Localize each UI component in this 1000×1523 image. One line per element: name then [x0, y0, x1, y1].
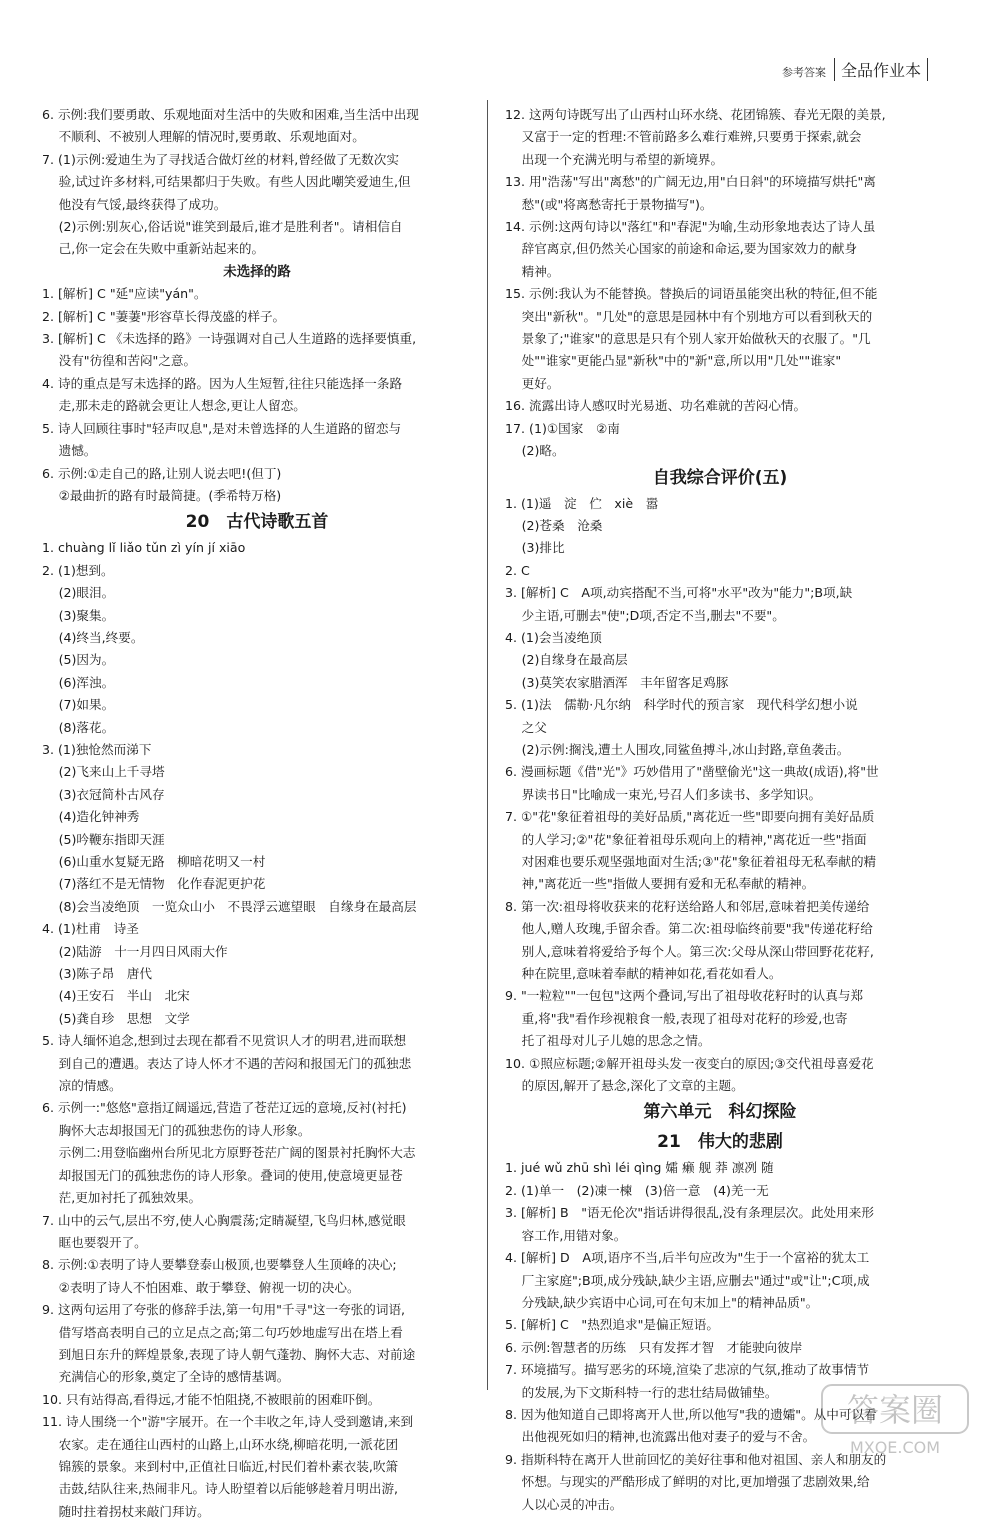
answer-line: 人以心灵的冲击。: [505, 1496, 623, 1512]
answer-line: 8. 第一次:祖母将收获来的花籽送给路人和邻居,意味着把美传递给: [505, 898, 870, 914]
answer-line: 5. 诗人回顾往事时"轻声叹息",是对未曾选择的人生道路的留恋与: [42, 420, 402, 436]
answer-line: 6. 示例一:"悠悠"意指辽阔遥远,营造了苍茫辽远的意境,反衬(衬托): [42, 1100, 407, 1116]
answer-line: (5)龚自珍 思想 文学: [42, 1010, 190, 1026]
answer-line: 1. [解析] C "延"应读"yán"。: [42, 286, 207, 302]
answer-line: 2. [解析] C "萋萋"形容草长得茂盛的样子。: [42, 308, 286, 324]
answer-line: 容工作,用错对象。: [505, 1227, 627, 1243]
answer-line: 之父: [505, 719, 547, 735]
answer-line: 充满信心的形象,奠定了全诗的感情基调。: [42, 1369, 290, 1385]
answer-line: 凉的情感。: [42, 1078, 122, 1094]
answer-line: (4)造化钟神秀: [42, 809, 140, 825]
answer-line: 托了祖母对儿子儿媳的思念之情。: [505, 1033, 711, 1049]
answer-line: 击鼓,结队往来,热闹非凡。诗人盼望着以后能够趁着月明出游,: [42, 1481, 399, 1497]
answer-line: (2)示例:别灰心,俗话说"谁笑到最后,谁才是胜利者"。请相信自: [42, 219, 403, 235]
answer-line: 1. (1)遥 淀 伫 xiè 嚣: [505, 495, 659, 511]
answer-line: 眶也要裂开了。: [42, 1234, 147, 1250]
answer-line: (2)眼泪。: [42, 585, 115, 601]
answer-line: 遗憾。: [42, 443, 97, 459]
answer-line: 的原因,解开了悬念,深化了文章的主题。: [505, 1078, 744, 1094]
answer-line: 验,试过许多材料,可结果都归于失败。有些人因此嘲笑爱迪生,但: [42, 174, 411, 190]
answer-line: 5. [解析] C "热烈追求"是偏正短语。: [505, 1317, 719, 1333]
answer-line: 3. (1)独怆然而涕下: [42, 741, 152, 757]
answer-line: 出现一个充满光明与希望的新境界。: [505, 151, 724, 167]
answer-line: 胸怀大志却报国无门的孤独悲伤的诗人形象。: [42, 1122, 311, 1138]
subsection-title: 未选择的路: [223, 263, 291, 280]
page-header: [782, 58, 928, 81]
right-column: [505, 104, 935, 1516]
answer-line: (4)王安石 半山 北宋: [42, 988, 190, 1004]
answer-line: 6. 示例:我们要勇敢、乐观地面对生活中的失败和困难,当生活中出现: [42, 107, 419, 122]
answer-line: 走,那未走的路就会更让人想念,更让人留恋。: [42, 398, 306, 414]
answer-line: 3. [解析] C A项,动宾搭配不当,可将"水平"改为"能力";B项,缺: [505, 585, 853, 601]
answer-line: 他人,赠人玫瑰,手留余香。第二次:祖母临终前要"我"传递花籽给: [505, 921, 873, 937]
column-divider: [487, 100, 488, 1390]
answer-line: 11. 诗人围绕一个"游"字展开。在一个丰收之年,诗人受到邀请,来到: [42, 1414, 414, 1430]
answer-line: (4)终当,终要。: [42, 629, 144, 645]
answer-line: (3)聚集。: [42, 607, 115, 623]
answer-line: 别人,意味着将爱给予每个人。第三次:父母从深山带回野花花籽,: [505, 943, 874, 959]
section-title: 21 伟大的悲剧: [657, 1132, 783, 1153]
answer-line: 示例二:用登临幽州台所见北方原野苍茫广阔的图景衬托胸怀大志: [42, 1145, 416, 1161]
answer-line: 种在院里,意味着奉献的精神如花,看花如看人。: [505, 966, 782, 982]
answer-line: (7)落红不是无情物 化作春泥更护花: [42, 876, 266, 892]
answer-line: (2)飞来山上千寻塔: [42, 764, 165, 780]
answer-line: 10. 只有站得高,看得远,才能不怕阻挠,不被眼前的困难吓倒。: [42, 1391, 381, 1407]
answer-line: 重,将"我"看作珍视粮食一般,表现了祖母对花籽的珍爱,也寄: [505, 1010, 848, 1026]
answer-line: 2. C: [505, 562, 530, 578]
answer-line: 厂主家庭";B项,成分残缺,缺少主语,应删去"通过"或"让";C项,成: [505, 1272, 870, 1288]
answer-line: 7. 山中的云气,层出不穷,使人心胸震荡;定睛凝望,飞鸟归林,感觉眼: [42, 1212, 406, 1228]
answer-line: 的发展,为下文斯科特一行的悲壮结局做铺垫。: [505, 1384, 778, 1400]
answer-line: 愁"(或"将离愁寄托于景物描写")。: [505, 196, 713, 212]
answer-line: 界读书日"比喻成一束光,号召人们多读书、多学知识。: [505, 786, 822, 802]
section-title: 第六单元 科幻探险: [643, 1102, 797, 1123]
answer-line: (3)莫笑农家腊酒浑 丰年留客足鸡豚: [505, 674, 729, 690]
answer-line: 12. 这两句诗既写出了山西村山环水绕、花团锦簇、春光无限的美景,: [505, 107, 886, 122]
answer-line: 己,你一定会在失败中重新站起来的。: [42, 241, 265, 257]
answer-line: (7)如果。: [42, 697, 115, 713]
answer-line: 4. [解析] D A项,语序不当,后半句应改为"生于一个富裕的犹太工: [505, 1250, 870, 1266]
watermark-domain: MXQE.COM: [849, 1438, 941, 1457]
answer-line: (3)陈子昂 唐代: [42, 966, 152, 982]
answer-line: 15. 示例:我认为不能替换。替换后的词语虽能突出秋的特征,但不能: [505, 286, 878, 302]
answer-line: (5)吟鞭东指即天涯: [42, 831, 165, 847]
answer-line: 5. (1)法 儒勒·凡尔纳 科学时代的预言家 现代科学幻想小说: [505, 697, 858, 713]
answer-line: 3. [解析] B "语无伦次"指话讲得很乱,没有条理层次。此处用来形: [505, 1205, 874, 1221]
answer-line: 2. (1)想到。: [42, 562, 114, 578]
answer-line: 4. (1)会当凌绝顶: [505, 629, 602, 645]
section-title: 20 古代诗歌五首: [185, 512, 329, 533]
answer-line: 5. 诗人缅怀追念,想到过去现在都看不见赏识人才的明君,进而联想: [42, 1033, 407, 1049]
answer-line: 1. chuàng lǐ liǎo tǔn zì yín jí xiāo: [42, 540, 246, 556]
answer-line: 6. 漫画标题《借"光"》巧妙借用了"凿壁偷光"这一典故(成语),将"世: [505, 764, 879, 780]
answer-line: 3. [解析] C 《未选择的路》一诗强调对自己人生道路的选择要慎重,: [42, 331, 417, 347]
section-title: 自我综合评价(五): [652, 467, 788, 488]
answer-line: 他没有气馁,最终获得了成功。: [42, 196, 227, 212]
answer-line: 8. 示例:①表明了诗人要攀登泰山极顶,也要攀登人生顶峰的决心;: [42, 1257, 397, 1273]
answer-line: 景象了;"谁家"的意思是只有个别人家开始做秋天的衣服了。"几: [505, 331, 871, 347]
watermark-logo: [820, 1381, 970, 1459]
answer-line: 9. "一粒粒""一包包"这两个叠词,写出了祖母收花籽时的认真与郑: [505, 988, 864, 1004]
answer-line: 4. 诗的重点是写未选择的路。因为人生短暂,往往只能选择一条路: [42, 375, 403, 391]
answer-line: (6)浑浊。: [42, 674, 115, 690]
answer-line: 6. 示例:①走自己的路,让别人说去吧!(但丁): [42, 465, 282, 481]
answer-line: 分残缺,缺少宾语中心词,可在句末加上"的精神品质"。: [505, 1294, 819, 1310]
answer-line: 借写塔高表明自己的立足点之高;第二句巧妙地虚写出在塔上看: [42, 1324, 403, 1340]
answer-line: 又富于一定的哲理:不管前路多么难行难辨,只要勇于探索,就会: [505, 129, 862, 145]
answer-line: (2)苍桑 沧桑: [505, 517, 603, 533]
answer-line: 不顺利、不被别人理解的情况时,要勇敢、乐观地面对。: [42, 129, 365, 145]
answer-line: 辞官离京,但仍然关心国家的前途和命运,要为国家效力的献身: [505, 241, 858, 257]
answer-line: (6)山重水复疑无路 柳暗花明又一村: [42, 854, 266, 869]
answer-line: ②最曲折的路有时最简捷。(季希特万格): [42, 487, 282, 503]
answer-line: 突出"新秋"。"几处"的意思是园林中有个别地方可以看到秋天的: [505, 308, 873, 324]
answer-line: 9. 指斯科特在离开人世前回忆的美好往事和他对祖国、亲人和朋友的: [505, 1451, 887, 1467]
answer-line: (2)示例:搁浅,遭土人围攻,同鲨鱼搏斗,冰山封路,章鱼袭击。: [505, 741, 850, 757]
answer-line: 7. (1)示例:爱迪生为了寻找适合做灯丝的材料,曾经做了无数次实: [42, 151, 399, 167]
answer-line: 更好。: [505, 375, 560, 391]
answer-line: (2)陆游 十一月四日风雨大作: [42, 943, 228, 959]
answer-line: (3)衣冠简朴古风存: [42, 786, 165, 802]
answer-line: 4. (1)杜甫 诗圣: [42, 921, 139, 937]
watermark-title: 答案圈: [846, 1391, 944, 1429]
answer-line: 农家。走在通往山西村的山路上,山环水绕,柳暗花明,一派花团: [42, 1436, 399, 1452]
answer-line: 随时拄着拐杖来敲门拜访。: [42, 1503, 210, 1519]
answer-line: (8)会当凌绝顶 一览众山小 不畏浮云遮望眼 自缘身在最高层: [42, 898, 417, 914]
left-column: [42, 104, 472, 1523]
answer-line: 6. 示例:智慧者的历练 只有发挥才智 才能驶向彼岸: [505, 1339, 803, 1355]
answer-line: 处""谁家"更能凸显"新秋"中的"新"意,所以用"几处""谁家": [505, 353, 842, 369]
answer-line: 9. 这两句运用了夸张的修辞手法,第一句用"千寻"这一夸张的词语,: [42, 1302, 406, 1318]
answer-line: 16. 流露出诗人感叹时光易逝、功名难就的苦闷心情。: [505, 398, 807, 414]
answer-line: (5)因为。: [42, 652, 115, 668]
answer-line: 的人学习;②"花"象征着祖母乐观向上的精神,"离花近一些"指面: [505, 831, 867, 847]
answer-line: 7. 环境描写。描写恶劣的环境,渲染了悲凉的气氛,推动了故事情节: [505, 1362, 870, 1378]
answer-line: (3)排比: [505, 540, 565, 556]
answer-line: ②表明了诗人不怕困难、敢于攀登、俯视一切的决心。: [42, 1279, 360, 1295]
answer-line: 13. 用"浩荡"写出"离愁"的广阔无边,用"白日斜"的环境描写烘托"离: [505, 174, 876, 190]
answer-line: 没有"彷徨和苦闷"之意。: [42, 353, 197, 369]
answer-line: 怀想。与现实的严酷形成了鲜明的对比,更加增强了悲剧效果,给: [505, 1474, 870, 1490]
answer-line: 到旭日东升的辉煌景象,表现了诗人朝气蓬勃、胸怀大志、对前途: [42, 1346, 416, 1362]
answer-line: 8. 因为他知道自己即将离开人世,所以他写"我的遗孀"。从中可以看: [505, 1406, 877, 1422]
answer-line: (2)略。: [505, 443, 565, 459]
answer-line: 精神。: [505, 263, 560, 279]
answer-line: 14. 示例:这两句诗以"落红"和"春泥"为喻,生动形象地表达了诗人虽: [505, 219, 876, 235]
answer-line: 10. ①照应标题;②解开祖母头发一夜变白的原因;③交代祖母喜爱花: [505, 1055, 874, 1071]
answer-line: 7. ①"花"象征着祖母的美好品质,"离花近一些"即要向拥有美好品质: [505, 809, 875, 825]
answer-line: 2. (1)单一 (2)凍一楝 (3)倍一意 (4)羌一无: [505, 1182, 769, 1198]
answer-line: 少主语,可删去"使";D项,否定不当,删去"不要"。: [505, 607, 785, 623]
answer-line: (8)落花。: [42, 719, 115, 735]
answer-line: 锦簇的景象。来到村中,正值社日临近,村民们着朴素衣装,吹箫: [42, 1458, 399, 1474]
answer-line: 17. (1)①国家 ②南: [505, 420, 620, 436]
answer-line: 却报国无门的孤独悲伤的诗人形象。叠词的使用,使意境更显苍: [42, 1167, 403, 1183]
header-section-label: 参考答案: [781, 66, 826, 79]
answer-line: 对困难也要乐观坚强地面对生活;③"花"象征着祖母无私奉献的精: [505, 854, 877, 869]
answer-line: 1. jué wǔ zhū shì léi qìng 孀 癞 舰 莽 凛冽 随: [505, 1160, 774, 1176]
answer-line: (2)自缘身在最高层: [505, 652, 628, 668]
answer-line: 到自己的遭遇。表达了诗人怀才不遇的苦闷和报国无门的孤独悲: [42, 1055, 412, 1071]
answer-line: 出他视死如归的精神,也流露出他对妻子的爱与不舍。: [505, 1429, 816, 1445]
answer-line: 神,"离花近一些"指做人要拥有爱和无私奉献的精神。: [505, 876, 815, 892]
header-brand: 全品作业本: [834, 58, 928, 81]
answer-line: 茫,更加衬托了孤独效果。: [42, 1190, 202, 1206]
